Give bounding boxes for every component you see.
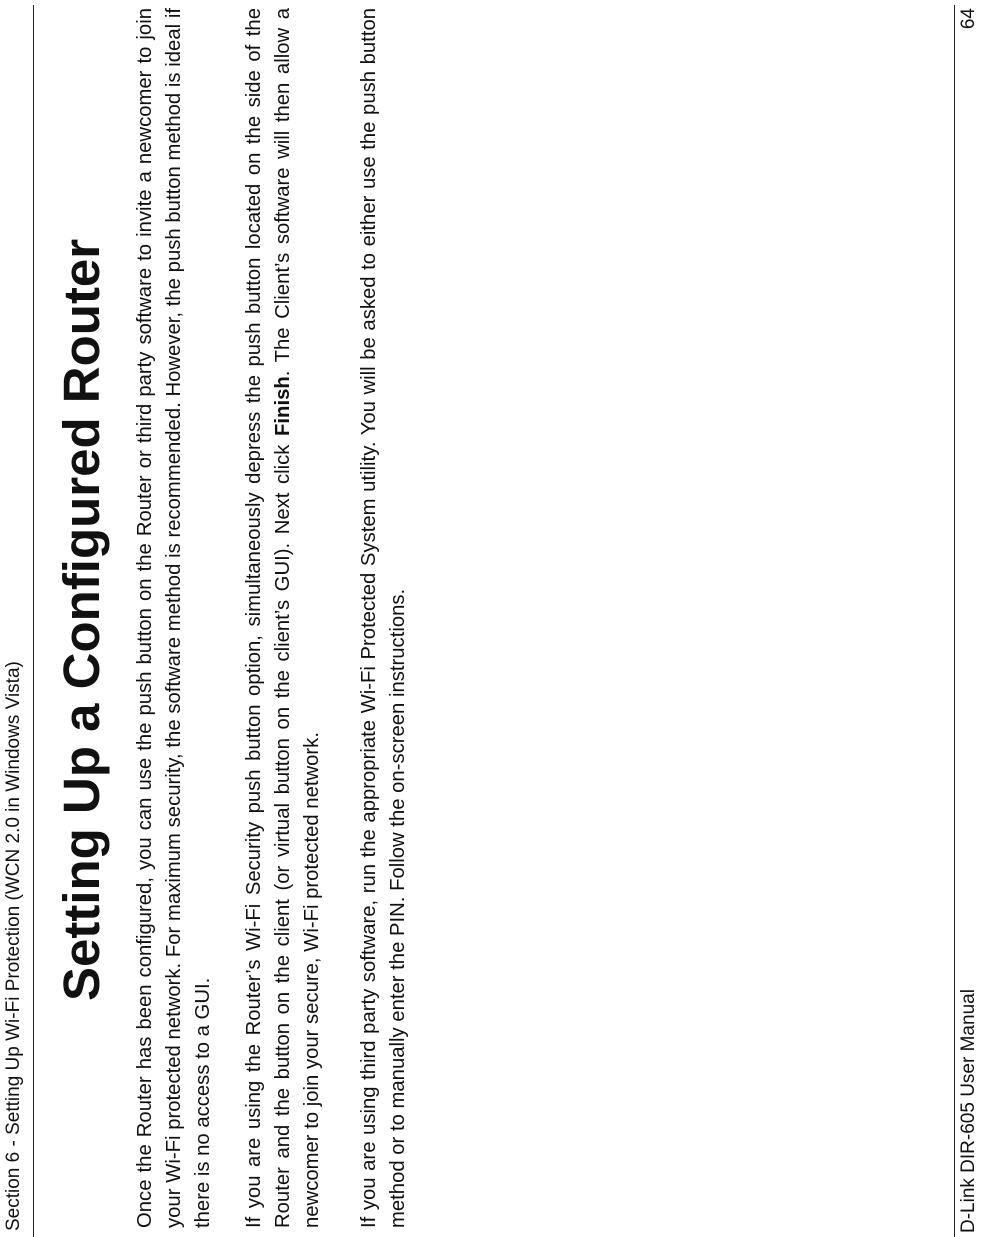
page-title: Setting Up a Configured Router xyxy=(53,238,110,1001)
paragraph-push-button-text-start: If you are using the Router’s Wi-Fi Security push button option, simultaneously depress the push button located on the side of the Router and the button on the client (or virtual button on the client’s GUI). Next click xyxy=(243,8,294,1228)
header-divider xyxy=(33,5,34,1237)
finish-emphasis: Finish xyxy=(272,376,294,436)
page-number: 64 xyxy=(958,8,979,30)
paragraph-third-party: If you are using third party software, run the appropriate Wi-Fi Protected System utility. You will be asked to either use the push button method or to manually enter the PIN. Follow the on-screen instructions. xyxy=(358,8,409,1228)
paragraph-push-button-text-end: . The Client’s software will then allow a newcomer to join your secure, Wi-Fi protected network. xyxy=(272,8,323,1228)
footer-manual-name: D-Link DIR-605 User Manual xyxy=(958,989,979,1233)
paragraph-push-button xyxy=(240,8,327,1228)
section-header: Section 6 - Setting Up Wi-Fi Protection (WCN 2.0 in Windows Vista) xyxy=(3,661,24,1231)
paragraph-intro: Once the Router has been configured, you can use the push button on the Router or third party software to invite a newcomer to join your Wi-Fi protected network. For maximum security, the software method is recommended. However, the push button method is ideal if there is no access to a GUI. xyxy=(134,8,214,1228)
footer-divider xyxy=(954,5,955,1237)
